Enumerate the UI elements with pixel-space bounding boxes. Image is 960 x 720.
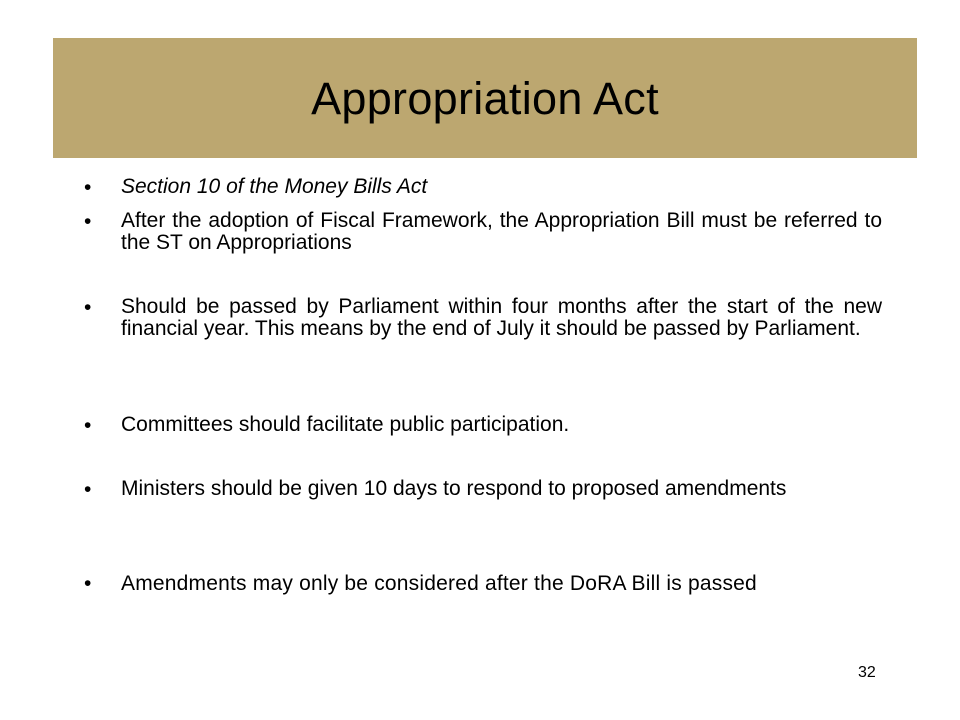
page-number: 32 xyxy=(858,664,876,681)
bullet-marker: • xyxy=(84,176,92,199)
bullet-text: Committees should facilitate public participation. xyxy=(121,413,570,436)
bullet-marker: • xyxy=(84,572,92,595)
bullet-item xyxy=(84,296,882,340)
bullet-item xyxy=(84,176,882,200)
bullet-text: Section 10 of the Money Bills Act xyxy=(121,175,428,198)
bullet-marker: • xyxy=(84,296,92,319)
bullet-item xyxy=(84,478,882,502)
bullet-item xyxy=(84,414,882,438)
bullet-marker: • xyxy=(84,414,92,437)
slide-title: Appropriation Act xyxy=(311,72,659,124)
bullet-text: After the adoption of Fiscal Framework, the Appropriation Bill must be referred to the ST on Appropriations xyxy=(121,209,882,254)
bullet-text: Ministers should be given 10 days to respond to proposed amendments xyxy=(121,477,787,500)
bullet-marker: • xyxy=(84,210,92,233)
bullet-item xyxy=(84,210,882,254)
bullet-text: Amendments may only be considered after the DoRA Bill is passed xyxy=(121,572,757,595)
bullet-marker: • xyxy=(84,478,92,501)
bullet-item xyxy=(84,568,882,600)
title-band xyxy=(53,38,917,158)
bullet-text: Should be passed by Parliament within four months after the start of the new financial year. This means by the end of July it should be passed by Parliament. xyxy=(121,295,882,340)
